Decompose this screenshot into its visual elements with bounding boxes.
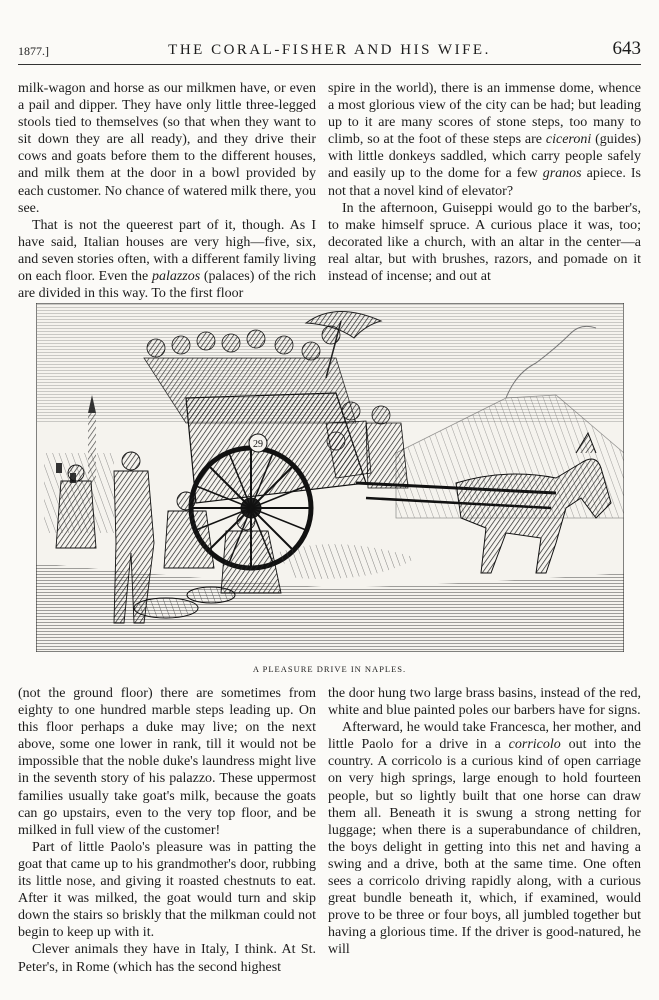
running-header: [18, 38, 641, 60]
figure-caption: A PLEASURE DRIVE IN NAPLES.: [252, 664, 407, 674]
engraving-illustration: [36, 303, 624, 652]
paragraph: Clever animals they have in Italy, I think. At St. Peter's, in Rome (which has the second highest: [18, 942, 316, 975]
header-year: 1877.]: [18, 44, 49, 58]
header-rule: [18, 64, 641, 65]
paragraph: Part of little Paolo's pleasure was in patting the goat that came up to his grandmother's door, rubbing its little nose, and giving it roasted chestnuts to eat. After it was milked, the goat would turn and skip down the stairs so briskly that the milkman could not begin to keep up with it.: [18, 839, 316, 941]
header-title: THE CORAL-FISHER AND HIS WIFE.: [168, 42, 491, 58]
wheel-number: 29: [253, 439, 263, 450]
paragraph: (not the ground floor) there are sometimes from eighty to one hundred marble steps leading up. On this floor perhaps a duke may live; on the next above, some one lower in rank, till it would not be impossible that the noble duke's laundress might live in the seventh story of his palazzo. These uppermost families usually take goat's milk, because the goats can go upstairs, even to the very top floor, and be milked in full view of the customer!: [18, 686, 316, 838]
column-top-right: [328, 80, 641, 285]
column-top-left: [18, 80, 316, 302]
column-bottom-right: [328, 685, 641, 959]
paragraph: That is not the queerest part of it, though. As I have said, Italian houses are very high—five, six, and seven stories often, with a different family living on each floor. Even the palazzos (palaces) of the rich are divided in this way. To the first floor: [18, 217, 316, 302]
page-number: 643: [612, 38, 641, 59]
paragraph: spire in the world), there is an immense dome, whence a most glorious view of the city can be had; but leading up to it are many scores of stone steps, too many to climb, so at the foot of these steps are ciceroni (guides) with little donkeys saddled, which carry people safely and easily up to the dome for a few granos apiece. Is not that a novel kind of elevator?: [328, 81, 641, 199]
column-bottom-left: [18, 685, 316, 976]
paragraph: Afterward, he would take Francesca, her mother, and little Paolo for a drive in a corricolo out into the country. A corricolo is a curious kind of open carriage on very high springs, large enough to hold fourteen people, but so lightly built that one horse can draw them all. Beneath it is swung a strong netting for luggage; when there is a superabundance of children, the boys delight in getting into this net and having a swing and a drive, both at the same time. One often sees a corricolo driving rapidly along, with a curious great bundle beneath it, which, if examined, would prove to be three or four boys, all jumbled together but having a glorious time. If the driver is good-natured, he will: [328, 720, 641, 958]
paragraph: the door hung two large brass basins, instead of the red, white and blue painted poles our barbers have for signs.: [328, 686, 641, 719]
paragraph: milk-wagon and horse as our milkmen have, or even a pail and dipper. They have only little three-legged stools tied to themselves (so that when they want to sit down they are all ready), and they drive their cows and goats before them to the different houses, and milk them at the door in a bowl provided by each customer. No chance of watered milk there, you see.: [18, 81, 316, 216]
paragraph: In the afternoon, Guiseppi would go to the barber's, to make himself spruce. A curious place it was, too; decorated like a church, with an altar in the center—a real altar, but with brushes, razors, and pomade on it instead of incense; and out at: [328, 200, 641, 285]
